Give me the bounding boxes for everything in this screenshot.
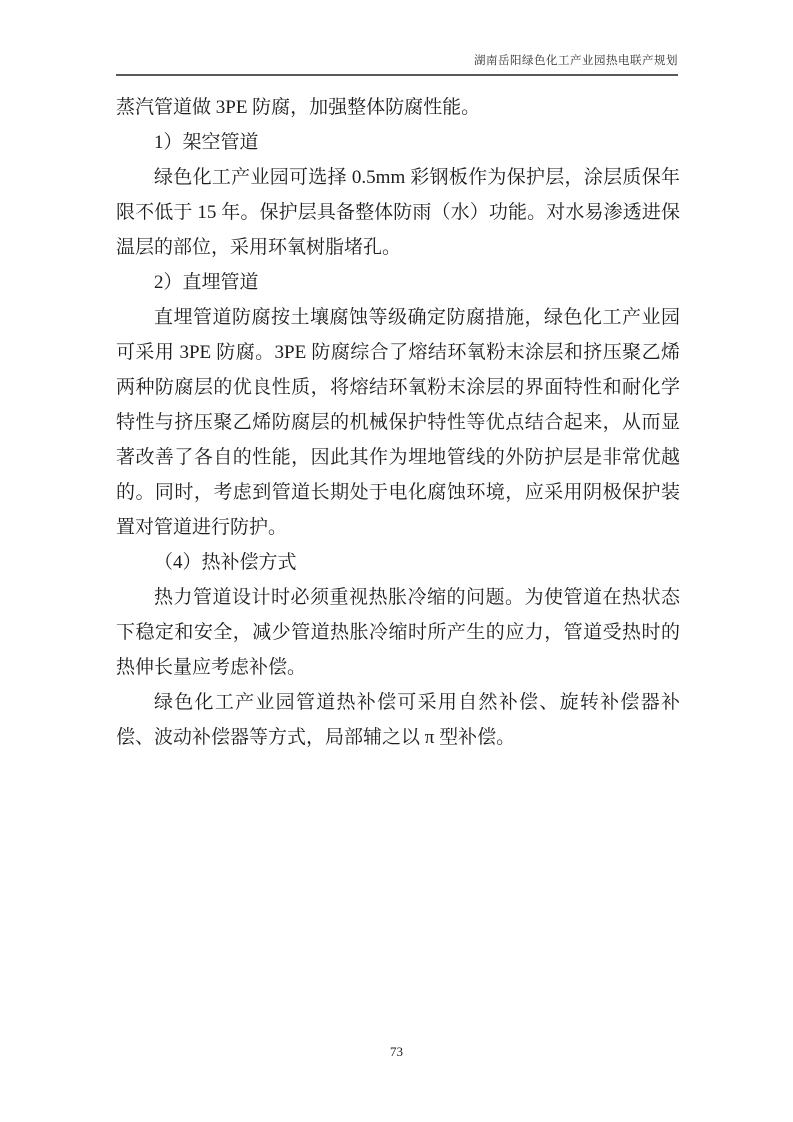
body-paragraph: 绿色化工产业园管道热补偿可采用自然补偿、旋转补偿器补偿、波动补偿器等方式，局部辅之以 π 型补偿。 bbox=[116, 692, 680, 748]
list-heading-buried-pipeline: 2）直埋管道 bbox=[154, 272, 259, 293]
body-paragraph-continuation: 蒸汽管道做 3PE 防腐，加强整体防腐性能。 bbox=[116, 97, 481, 118]
page-footer bbox=[0, 1044, 793, 1060]
document-body bbox=[116, 90, 680, 755]
section-heading-thermal-compensation: （4）热补偿方式 bbox=[154, 552, 297, 573]
page-number: 73 bbox=[390, 1044, 403, 1059]
header-title: 湖南岳阳绿色化工产业园热电联产规划 bbox=[474, 55, 678, 67]
body-paragraph: 热力管道设计时必须重视热胀冷缩的问题。为使管道在热状态下稳定和安全，减少管道热胀冷缩时所产生的应力，管道受热时的热伸长量应考虑补偿。 bbox=[116, 587, 680, 678]
body-paragraph: 直埋管道防腐按土壤腐蚀等级确定防腐措施，绿色化工产业园可采用 3PE 防腐。3PE 防腐综合了熔结环氧粉末涂层和挤压聚乙烯两种防腐层的优良性质，将熔结环氧粉末涂层的界面特性和耐化学特性与挤压聚乙烯防腐层的机械保护特性等优点结合起来，从而显著改善了各自的性能，因此其作为埋地管线的外防护层是非常优越的。同时，考虑到管道长期处于电化腐蚀环境，应采用阴极保护装置对管道进行防护。 bbox=[116, 307, 680, 538]
body-paragraph: 绿色化工产业园可选择 0.5mm 彩钢板作为保护层，涂层质保年限不低于 15 年。保护层具备整体防雨（水）功能。对水易渗透进保温层的部位，采用环氧树脂堵孔。 bbox=[116, 167, 680, 258]
page-header bbox=[116, 52, 678, 76]
list-heading-overhead-pipeline: 1）架空管道 bbox=[154, 132, 259, 153]
